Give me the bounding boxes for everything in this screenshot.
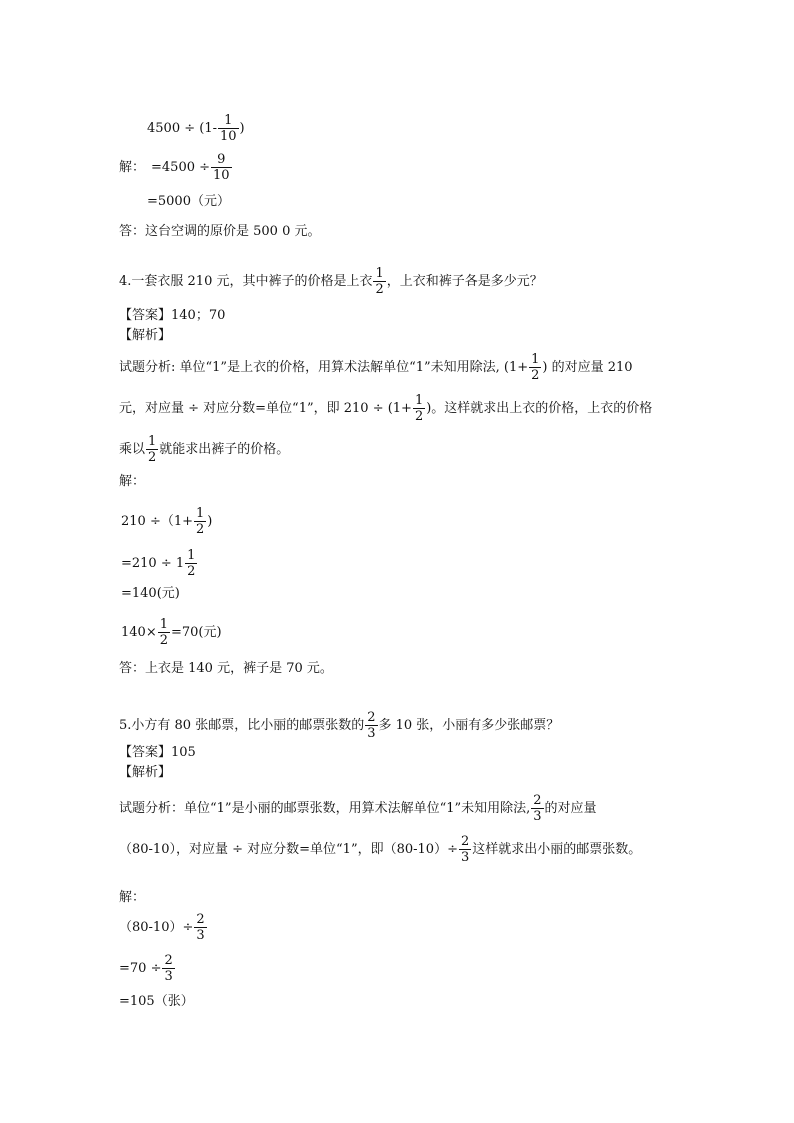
fraction: $\frac{2}{3}$ bbox=[533, 793, 542, 824]
q5-solution-label: 解： bbox=[119, 890, 146, 905]
q3-calc-line-1: 4500 ÷ (1- $\frac{1}{10}$ ) bbox=[147, 113, 245, 144]
q4-analysis-line-2: 元，对应量 ÷ 对应分数=单位“1”，即 210 ÷ (1+ $\frac{1}{2}$ )。这样就求出上衣的价格，上衣的价格 bbox=[119, 393, 653, 424]
solution-label: 解： bbox=[119, 160, 146, 175]
q3-calc-line-1-prefix: 4500 ÷ (1- bbox=[147, 121, 217, 136]
fraction: $\frac{2}{3}$ bbox=[367, 710, 376, 741]
q5-analysis-line-1: 试题分析：单位“1”是小丽的邮票张数，用算术法解单位“1”未知用除法, $\frac{2}{3}$ 的对应量 bbox=[119, 793, 597, 824]
fraction: $\frac{2}{3}$ bbox=[196, 912, 205, 943]
fraction: $\frac{1}{2}$ bbox=[531, 352, 540, 383]
q5-answer-label: 【答案】105 bbox=[119, 745, 196, 760]
fraction: $\frac{1}{2}$ bbox=[159, 617, 168, 648]
fraction: $\frac{2}{3}$ bbox=[164, 953, 173, 984]
fraction: $\frac{1}{2}$ bbox=[414, 393, 424, 424]
q5-calc-line-1: （80-10）÷ $\frac{2}{3}$ bbox=[119, 912, 205, 943]
q5-analysis-line-2: （80-10），对应量 ÷ 对应分数=单位“1”，即（80-10）÷ $\frac{2}{3}$ 这样就求出小丽的邮票张数。 bbox=[119, 834, 642, 865]
q5-calc-line-3: =105（张） bbox=[119, 994, 194, 1009]
q3-calc-line-3: =5000（元） bbox=[147, 194, 230, 209]
q4-calc-line-1: 210 ÷（1+ $\frac{1}{2}$ ) bbox=[121, 506, 213, 537]
q5-question: 5.小方有 80 张邮票，比小丽的邮票张数的 $\frac{2}{3}$ 多 10 张，小丽有多少张邮票？ bbox=[119, 710, 560, 741]
q4-calc-line-4: 140× $\frac{1}{2}$ =70(元) bbox=[121, 617, 222, 648]
q4-analysis-line-1: 试题分析: 单位“1”是上衣的价格，用算术法解单位“1”未知用除法, (1+ $\frac{1}{2}$ ) 的对应量 210 bbox=[119, 352, 633, 383]
q3-answer: 答：这台空调的原价是 500 0 元。 bbox=[119, 224, 321, 239]
q4-calc-line-2: =210 ÷ 1 $\frac{1}{2}$ bbox=[121, 548, 196, 579]
fraction: $\frac{1}{2}$ bbox=[148, 434, 157, 465]
fraction: $\frac{1}{2}$ bbox=[196, 506, 205, 537]
fraction: $\frac{1}{2}$ bbox=[187, 548, 196, 579]
q4-answer-label: 【答案】140；70 bbox=[119, 308, 226, 323]
q4-solution-label: 解： bbox=[119, 474, 146, 489]
q4-final-answer: 答：上衣是 140 元，裤子是 70 元。 bbox=[119, 661, 333, 676]
q3-calc-line-2: 解： =4500 ÷ $\frac{9}{10}$ bbox=[119, 152, 230, 183]
fraction: $\frac{2}{3}$ bbox=[460, 834, 470, 865]
q4-analysis-line-3: 乘以 $\frac{1}{2}$ 就能求出裤子的价格。 bbox=[119, 434, 290, 465]
q5-analysis-label: 【解析】 bbox=[119, 765, 172, 780]
fraction: $\frac{1}{2}$ bbox=[375, 266, 384, 297]
q4-calc-line-3: =140(元) bbox=[121, 586, 180, 601]
q4-question: 4.一套衣服 210 元，其中裤子的价格是上衣 $\frac{1}{2}$ ，上衣和裤子各是多少元？ bbox=[119, 266, 543, 297]
q5-calc-line-2: =70 ÷ $\frac{2}{3}$ bbox=[119, 953, 173, 984]
q4-analysis-label: 【解析】 bbox=[119, 328, 172, 343]
fraction: $\frac{1}{10}$ bbox=[219, 113, 237, 144]
fraction: $\frac{9}{10}$ bbox=[213, 152, 230, 183]
